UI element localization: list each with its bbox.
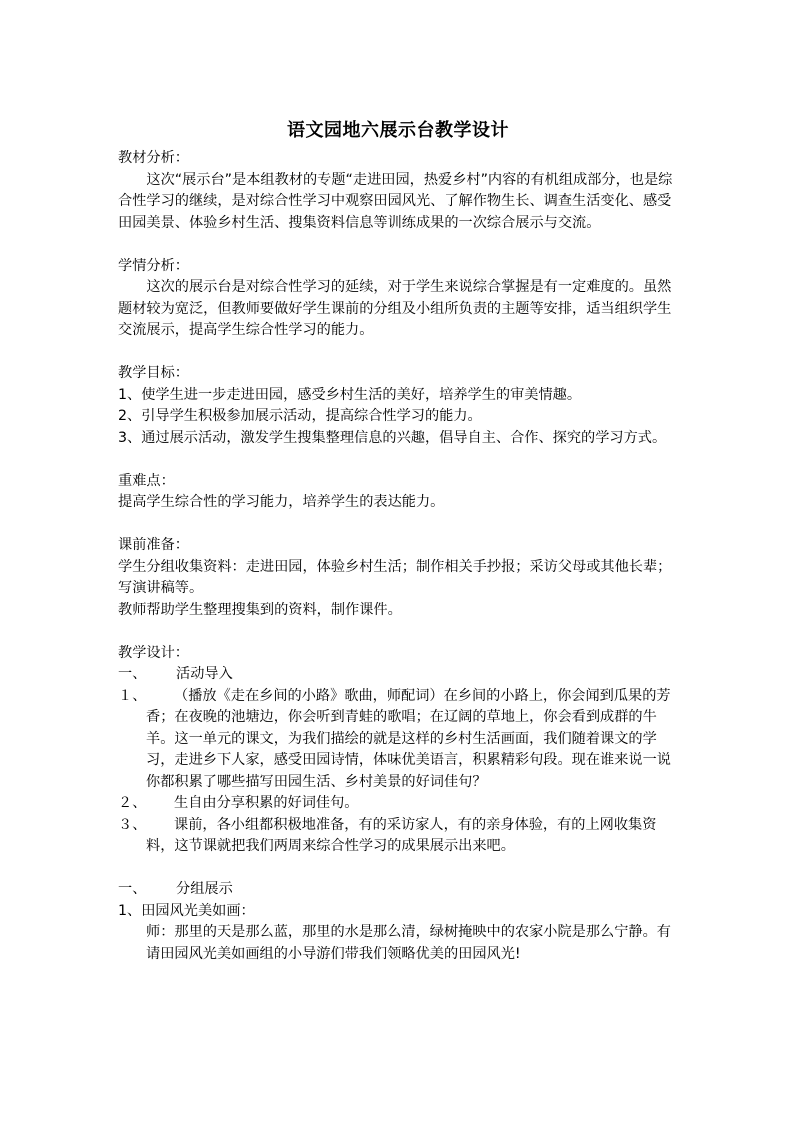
spacer — [118, 449, 678, 471]
step-text: （播放《走在乡间的小路》歌曲，师配词）在乡间的小路上，你会闻到瓜果的芳香；在夜晚的池塘边，你会听到青蛙的歌唱；在辽阔的草地上，你会看到成群的牛羊。这一单元的课文，为我们描绘的就是这样的乡村生活画面，我们随着课文的学习，走进乡下人家，感受田园诗情，体味优美语言，积累精彩句段。现在谁来说一说你都积累了哪些描写田园生活、乡村美景的好词佳句？ — [146, 687, 671, 790]
spacer — [118, 342, 678, 364]
analysis-body: 这次“展示台”是本组教材的专题“走进田园，热爱乡村”内容的有机组成部分，也是综合性学习的继续，是对综合性学习中观察田园风光、了解作物生长、调查生活变化、感受田园美景、体验乡村生活、搜集资料信息等训练成果的一次综合展示与交流。 — [118, 171, 673, 231]
section-heading-intro — [118, 664, 678, 686]
step-number: ３、 — [118, 816, 147, 833]
section-mark: 一、 — [118, 881, 147, 897]
analysis-heading: 教材分析： — [118, 150, 189, 166]
group-text: 师：那里的天是那么蓝，那里的水是那么清，绿树掩映中的农家小院是那么宁静。有请田园风光美如画组的小导游们带我们领略优美的田园风光! — [146, 924, 671, 962]
learning-heading: 学情分析： — [118, 257, 189, 274]
step-number: ２、 — [118, 795, 147, 811]
design-heading: 教学设计： — [118, 644, 189, 661]
group-title: 1、田园风光美如画： — [118, 902, 255, 919]
step-text: 课前，各小组都积极地准备，有的采访家人，有的亲身体验，有的上网收集资料，这节课就把我们两周来综合性学习的成果展示出来吧。 — [146, 816, 657, 854]
spacer — [118, 858, 678, 880]
spacer — [118, 234, 678, 256]
key-body: 提高学生综合性的学习能力，培养学生的表达能力。 — [118, 494, 445, 510]
document-title: 语文园地六展示台教学设计 — [287, 120, 509, 141]
step-item — [118, 686, 678, 794]
goal-item: 1、使学生进一步走进田园，感受乡村生活的美好，培养学生的审美情趣。 — [118, 386, 582, 403]
prep-item: 教师帮助学生整理搜集到的资料，制作课件。 — [118, 601, 402, 618]
goal-item: 2、引导学生积极参加展示活动，提高综合性学习的能力。 — [118, 408, 482, 424]
learning-body: 这次的展示台是对综合性学习的延续，对于学生来说综合掌握是有一定难度的。虽然题材较为宽泛，但教师要做好学生课前的分组及小组所负责的主题等安排，适当组织学生交流展示，提高学生综合性学习的能力。 — [118, 279, 672, 338]
step-text: 生自由分享积累的好词佳句。 — [174, 795, 359, 811]
section-mark: 一、 — [118, 666, 147, 682]
step-number: １、 — [118, 687, 147, 704]
goals-heading: 教学目标： — [118, 365, 189, 381]
prep-heading: 课前准备： — [118, 537, 189, 553]
step-item — [118, 793, 678, 815]
spacer — [118, 514, 678, 536]
document-page — [118, 118, 678, 965]
section-heading-groups — [118, 879, 678, 901]
goal-item: 3、通过展示活动，激发学生搜集整理信息的兴趣，倡导自主、合作、探究的学习方式。 — [118, 429, 667, 446]
key-heading: 重难点： — [118, 472, 175, 489]
section-label: 分组展示 — [176, 881, 233, 897]
step-item — [118, 815, 678, 858]
section-label: 活动导入 — [176, 666, 233, 682]
prep-item: 学生分组收集资料：走进田园，体验乡村生活；制作相关手抄报；采访父母或其他长辈；写演讲稿等。 — [118, 558, 672, 596]
spacer — [118, 621, 678, 643]
